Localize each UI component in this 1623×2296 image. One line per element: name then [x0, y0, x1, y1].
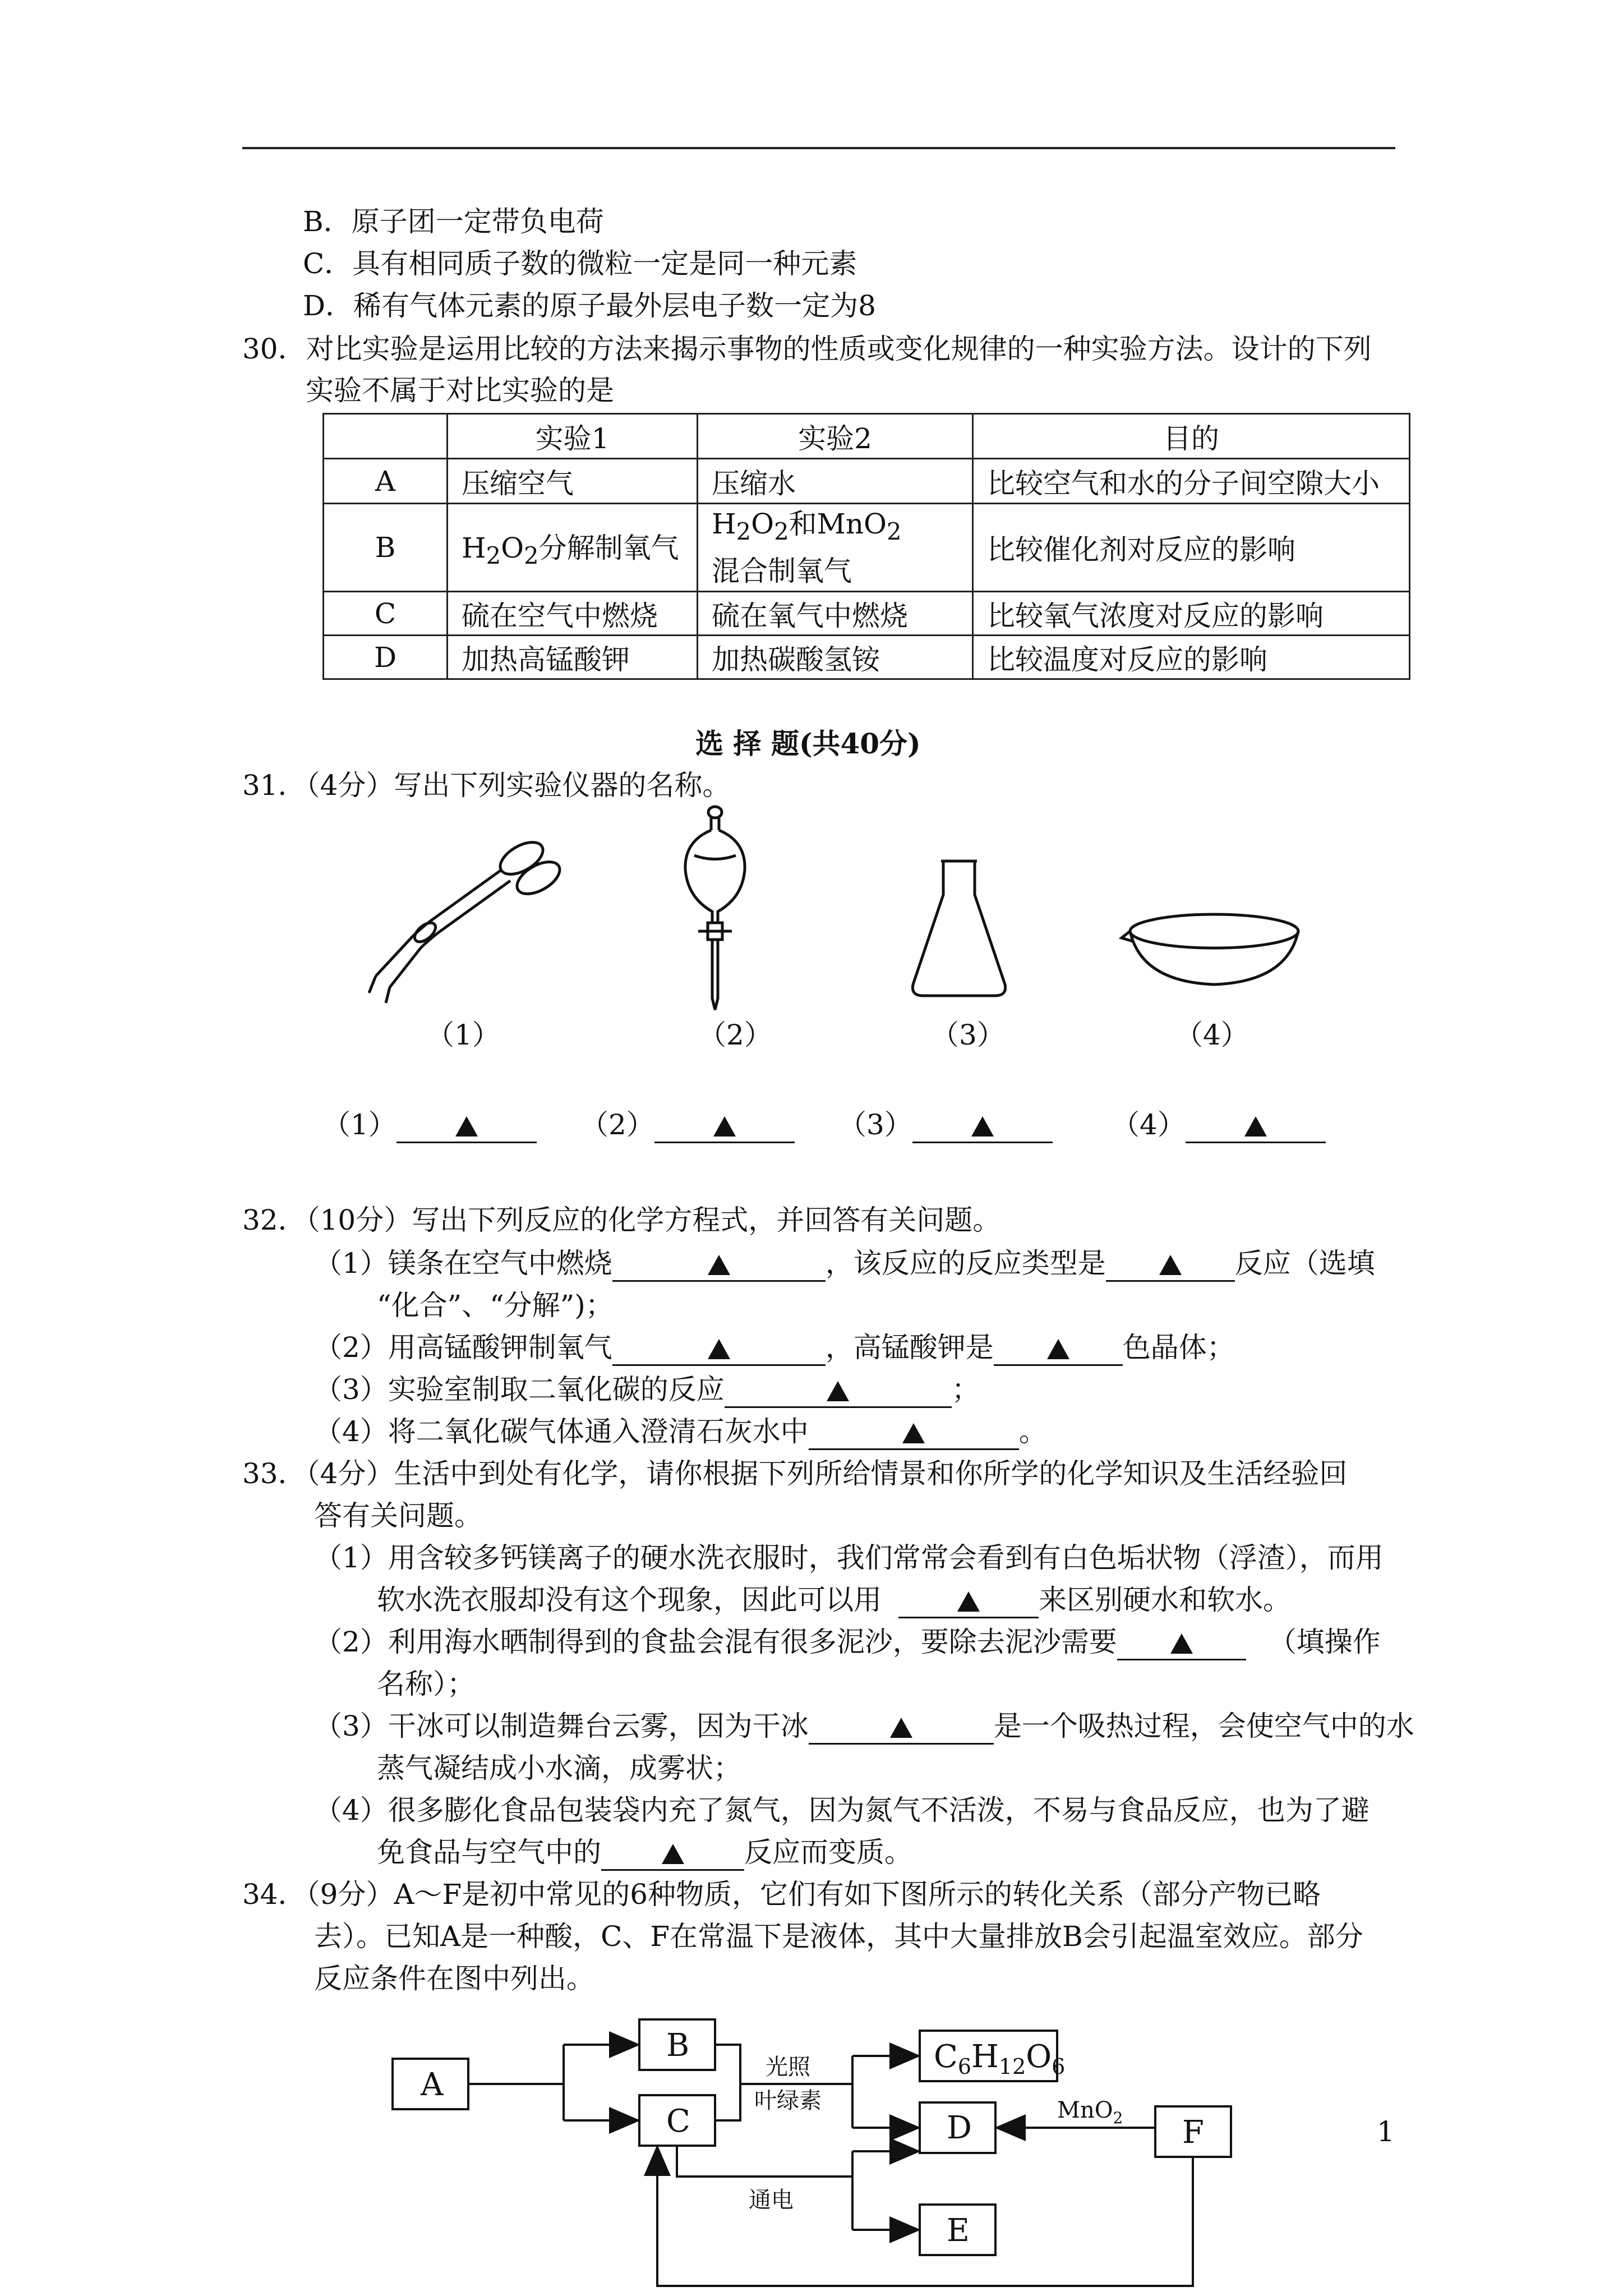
text: （3）干冰可以制造舞台云雾，因为干冰 [314, 1710, 809, 1742]
exp2-line2: 混合制氧气 [712, 555, 852, 587]
exp2-cell: 硫在氧气中燃烧 [698, 592, 973, 636]
goal-cell: 比较催化剂对反应的影响 [973, 504, 1410, 592]
q32-part2 [314, 1331, 1235, 1366]
q31-answer-4 [1112, 1108, 1326, 1143]
q33-part1-cont [377, 1583, 1291, 1618]
answer-blank[interactable] [601, 1835, 744, 1871]
goal-cell: 比较空气和水的分子间空隙大小 [973, 459, 1410, 504]
q34-stem-line3: 反应条件在图中列出。 [314, 1962, 594, 1995]
q33-stem-line1: 33．（4分）生活中到处有化学，请你根据下列所给情景和你所学的化学知识及生活经验回 [242, 1457, 1348, 1490]
evaporating-dish-figure [1119, 909, 1304, 993]
text: 免食品与空气中的 [377, 1836, 601, 1869]
q32-part1 [314, 1246, 1375, 1282]
q33-part1: （1）用含较多钙镁离子的硬水洗衣服时，我们常常会看到有白色垢状物（浮渣），而用 [314, 1542, 1384, 1574]
formula-part: O [1026, 2039, 1052, 2075]
triangle-icon [708, 1255, 730, 1275]
goal-cell: 比较温度对反应的影响 [973, 636, 1410, 679]
exp1-cell: 压缩空气 [448, 459, 698, 504]
node-glucose [934, 2039, 1065, 2079]
formula-part: 和MnO [789, 508, 887, 540]
exp1-cell: 加热高锰酸钾 [448, 636, 698, 679]
header-rule [242, 147, 1395, 149]
text: ，该反应的反应类型是 [825, 1247, 1106, 1280]
text: （4）将二氧化碳气体通入澄清石灰水中 [314, 1415, 809, 1448]
triangle-icon [971, 1116, 994, 1137]
text: 反应（选填 [1234, 1247, 1375, 1280]
text: （填操作 [1268, 1626, 1381, 1658]
exp1-cell [448, 504, 698, 592]
q30-table [322, 413, 1410, 680]
triangle-icon [455, 1116, 478, 1137]
answer-blank[interactable] [912, 1108, 1053, 1143]
text: （1）镁条在空气中燃烧 [314, 1247, 612, 1280]
exp2-cell: 压缩水 [698, 459, 973, 504]
text: （2）利用海水晒制得到的食盐会混有很多泥沙，要除去泥沙需要 [314, 1626, 1117, 1658]
answer-blank[interactable] [1106, 1246, 1235, 1282]
q31-answer-3 [838, 1108, 1053, 1143]
q31-stem: 31．（4分）写出下列实验仪器的名称。 [242, 769, 731, 802]
text: （3）实验室制取二氧化碳的反应 [314, 1373, 725, 1406]
condition-light: 光照 [766, 2054, 810, 2080]
text: ； [951, 1373, 980, 1406]
formula-part: 分解制氧气 [538, 532, 679, 564]
q33-part3 [314, 1709, 1414, 1745]
answer-blank[interactable] [809, 1709, 994, 1745]
figure-label-4: （4） [1175, 1019, 1249, 1051]
q33-part4-cont [377, 1835, 912, 1871]
answer-blank[interactable] [725, 1373, 952, 1408]
node-c: C [666, 2103, 690, 2139]
triangle-icon [713, 1116, 736, 1137]
table-row [324, 459, 1410, 504]
node-e: E [947, 2212, 970, 2249]
node-d: D [947, 2110, 972, 2146]
conical-flask-figure [903, 855, 1015, 1001]
header-cell-exp2: 实验2 [698, 414, 973, 459]
option-cell: B [324, 504, 448, 592]
formula-part: H [971, 2039, 999, 2075]
q32-stem: 32．（10分）写出下列反应的化学方程式，并回答有关问题。 [242, 1204, 1001, 1236]
figure-label-3: （3） [931, 1019, 1005, 1051]
answer-label: （4） [1112, 1108, 1186, 1141]
q29-option-b: B．原子团一定带负电荷 [303, 205, 604, 238]
triangle-icon [890, 1718, 912, 1738]
option-cell: A [324, 459, 448, 504]
formula-part: H [462, 532, 486, 564]
formula-sub: 2 [486, 542, 501, 569]
answer-blank[interactable] [898, 1583, 1039, 1618]
text: 反应而变质。 [744, 1836, 912, 1869]
q34-stem-line1: 34．（9分）A～F是初中常见的6种物质，它们有如下图所示的转化关系（部分产物已略 [242, 1878, 1321, 1911]
option-cell: D [324, 636, 448, 679]
formula-part: MnO [1057, 2097, 1113, 2123]
node-b: B [666, 2027, 690, 2064]
formula-part: H [712, 508, 736, 540]
q33-stem-line2: 答有关问题。 [314, 1499, 482, 1532]
exp2-cell [698, 504, 973, 592]
separatory-funnel-figure [667, 802, 763, 1015]
triangle-icon [827, 1381, 849, 1401]
formula-sub: 6 [957, 2054, 972, 2079]
answer-label: （3） [838, 1108, 912, 1141]
page-number: 1 [1377, 2115, 1395, 2148]
q29-option-c: C．具有相同质子数的微粒一定是同一种元素 [303, 247, 857, 280]
header-cell-goal: 目的 [973, 414, 1410, 459]
answer-label: （1） [322, 1108, 396, 1141]
formula-part: O [751, 508, 774, 540]
answer-blank[interactable] [809, 1415, 1019, 1450]
triangle-icon [1244, 1116, 1267, 1137]
answer-blank[interactable] [994, 1331, 1123, 1366]
answer-blank[interactable] [1117, 1625, 1246, 1660]
q34-stem-line2: 去）。已知A是一种酸，C、F在常温下是液体，其中大量排放B会引起温室效应。部分 [314, 1920, 1363, 1953]
triangle-icon [1159, 1255, 1182, 1275]
triangle-icon [902, 1423, 925, 1443]
formula-part: C [934, 2039, 958, 2075]
q31-answer-1 [322, 1108, 537, 1143]
q32-part3 [314, 1373, 980, 1408]
text: 软水洗衣服却没有这个现象，因此可以用 [377, 1584, 882, 1616]
triangle-icon [662, 1844, 684, 1864]
goal-cell: 比较氧气浓度对反应的影响 [973, 592, 1410, 636]
q33-part2 [314, 1625, 1381, 1660]
q30-stem-line2: 实验不属于对比实验的是 [306, 374, 614, 407]
q33-part4: （4）很多膨化食品包装袋内充了氮气，因为氮气不活泼，不易与食品反应，也为了避 [314, 1794, 1370, 1826]
node-a: A [421, 2067, 444, 2103]
crucible-tongs-figure [359, 825, 572, 1004]
triangle-icon [708, 1339, 730, 1359]
q31-answer-2 [580, 1108, 795, 1143]
q33-part3-cont: 蒸气凝结成小水滴，成雾状； [377, 1752, 741, 1784]
exp2-cell: 加热碳酸氢铵 [698, 636, 973, 679]
table-row [324, 504, 1410, 592]
formula-sub: 2 [774, 518, 789, 545]
answer-label: （2） [580, 1108, 654, 1141]
exp1-cell: 硫在空气中燃烧 [448, 592, 698, 636]
q34-flow-diagram [381, 2008, 1256, 2294]
answer-blank[interactable] [1186, 1108, 1326, 1143]
text: 来区别硬水和软水。 [1039, 1584, 1291, 1616]
condition-chlorophyll: 叶绿素 [754, 2088, 822, 2114]
answer-blank[interactable] [612, 1331, 826, 1366]
condition-mno2 [1057, 2097, 1123, 2127]
text: 。 [1018, 1415, 1047, 1448]
q32-part4 [314, 1415, 1047, 1450]
triangle-icon [1047, 1339, 1069, 1359]
formula-sub: 2 [887, 518, 902, 545]
answer-blank[interactable] [396, 1108, 537, 1143]
text: ，高锰酸钾是 [825, 1331, 994, 1364]
formula-sub: 6 [1052, 2054, 1066, 2079]
figure-label-2: （2） [698, 1019, 772, 1051]
node-f: F [1182, 2114, 1204, 2151]
text: 是一个吸热过程，会使空气中的水 [993, 1710, 1414, 1742]
option-cell: C [324, 592, 448, 636]
text: 色晶体； [1122, 1331, 1235, 1364]
q30-stem-line1: 30．对比实验是运用比较的方法来揭示事物的性质或变化规律的一种实验方法。设计的下列 [242, 333, 1372, 365]
table-row [324, 636, 1410, 679]
text: （2）用高锰酸钾制氧气 [314, 1331, 612, 1364]
q33-part2-cont: 名称）； [377, 1668, 475, 1700]
table-row [324, 592, 1410, 636]
header-cell-empty [324, 414, 448, 459]
answer-blank[interactable] [612, 1246, 826, 1282]
q29-option-d: D．稀有气体元素的原子最外层电子数一定为8 [303, 289, 876, 322]
exp2-line1 [712, 504, 958, 551]
formula-sub: 2 [1113, 2109, 1123, 2127]
section-title: 选 择 题(共40分) [695, 727, 921, 760]
formula-sub: 2 [736, 518, 751, 545]
table-header-row [324, 414, 1410, 459]
answer-blank[interactable] [654, 1108, 795, 1143]
header-cell-exp1: 实验1 [448, 414, 698, 459]
triangle-icon [1170, 1634, 1193, 1654]
formula-part: O [501, 532, 524, 564]
figure-label-1: （1） [426, 1019, 500, 1051]
formula-sub: 12 [998, 2054, 1026, 2079]
triangle-icon [957, 1591, 980, 1612]
formula-sub: 2 [524, 542, 539, 569]
q32-part1-cont: “化合”、“分解”)； [377, 1289, 614, 1322]
condition-electric: 通电 [749, 2187, 794, 2213]
